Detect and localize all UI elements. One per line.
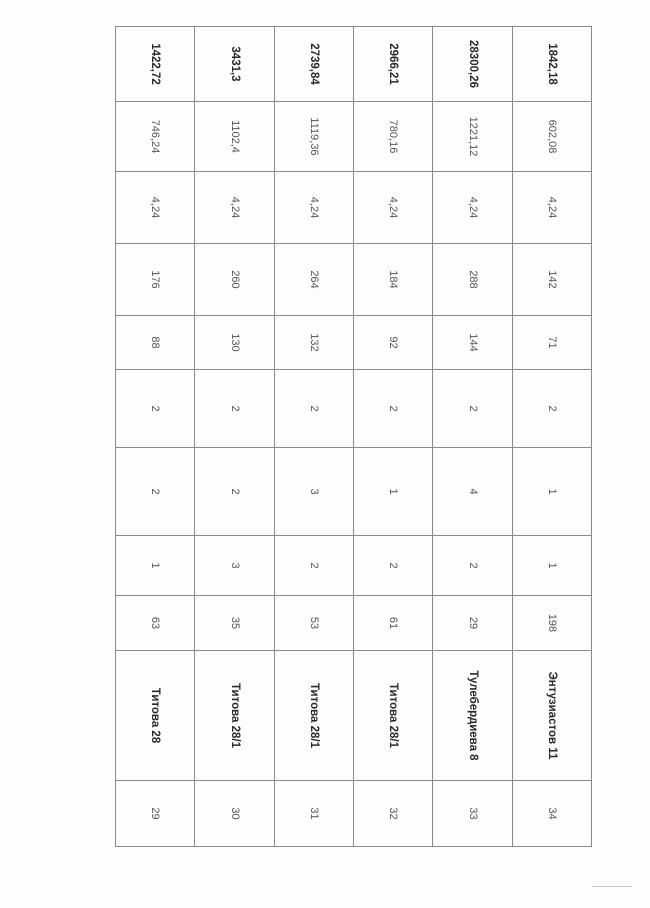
value-cell-8: 4,24 [512, 172, 591, 244]
value-cell-6: 88 [116, 316, 195, 370]
value-cell-2: 198 [512, 596, 591, 651]
address-cell: Титова 28/1 [195, 651, 274, 781]
value-cell-5: 2 [116, 370, 195, 448]
value-cell-9: 1119,36 [274, 102, 353, 172]
total-cell: 3431,3 [195, 27, 274, 102]
rotated-table-wrapper [115, 26, 592, 846]
total-cell: 1842,18 [512, 27, 591, 102]
value-cell-7: 142 [512, 244, 591, 316]
value-cell-5: 2 [512, 370, 591, 448]
row-number-cell: 33 [433, 781, 512, 847]
value-cell-7: 288 [433, 244, 512, 316]
value-cell-4: 4 [433, 448, 512, 536]
value-cell-9: 1221,12 [433, 102, 512, 172]
value-cell-5: 2 [433, 370, 512, 448]
row-number-cell: 30 [195, 781, 274, 847]
value-cell-5: 2 [274, 370, 353, 448]
value-cell-9: 602,08 [512, 102, 591, 172]
total-cell: 28300,26 [433, 27, 512, 102]
value-cell-7: 260 [195, 244, 274, 316]
value-cell-2: 61 [354, 596, 433, 651]
table-row [433, 27, 512, 847]
value-cell-4: 3 [274, 448, 353, 536]
value-cell-2: 35 [195, 596, 274, 651]
table-row [512, 27, 591, 847]
value-cell-8: 4,24 [274, 172, 353, 244]
value-cell-3: 1 [116, 536, 195, 596]
value-cell-9: 746,24 [116, 102, 195, 172]
table-row [274, 27, 353, 847]
value-cell-6: 144 [433, 316, 512, 370]
table-row [116, 27, 195, 847]
value-cell-9: 1102,4 [195, 102, 274, 172]
value-cell-4: 2 [195, 448, 274, 536]
value-cell-7: 264 [274, 244, 353, 316]
value-cell-6: 130 [195, 316, 274, 370]
value-cell-3: 2 [274, 536, 353, 596]
value-cell-2: 29 [433, 596, 512, 651]
row-number-cell: 32 [354, 781, 433, 847]
value-cell-3: 2 [354, 536, 433, 596]
address-cell: Титова 28/1 [274, 651, 353, 781]
row-number-cell: 31 [274, 781, 353, 847]
value-cell-2: 63 [116, 596, 195, 651]
value-cell-5: 2 [354, 370, 433, 448]
page-edge-mark [592, 886, 632, 887]
value-cell-6: 92 [354, 316, 433, 370]
address-cell: Энтузиастов 11 [512, 651, 591, 781]
value-cell-4: 1 [512, 448, 591, 536]
total-cell: 1422,72 [116, 27, 195, 102]
value-cell-9: 780,16 [354, 102, 433, 172]
table-row [195, 27, 274, 847]
table-row [354, 27, 433, 847]
value-cell-7: 184 [354, 244, 433, 316]
table-body [116, 27, 592, 847]
address-cell: Тулебердиева 8 [433, 651, 512, 781]
value-cell-8: 4,24 [116, 172, 195, 244]
value-cell-2: 53 [274, 596, 353, 651]
value-cell-3: 1 [512, 536, 591, 596]
data-table [115, 26, 592, 847]
value-cell-6: 71 [512, 316, 591, 370]
value-cell-3: 2 [433, 536, 512, 596]
value-cell-3: 3 [195, 536, 274, 596]
value-cell-4: 1 [354, 448, 433, 536]
value-cell-4: 2 [116, 448, 195, 536]
total-cell: 2739,84 [274, 27, 353, 102]
value-cell-8: 4,24 [354, 172, 433, 244]
value-cell-7: 176 [116, 244, 195, 316]
address-cell: Титова 28 [116, 651, 195, 781]
row-number-cell: 29 [116, 781, 195, 847]
value-cell-6: 132 [274, 316, 353, 370]
value-cell-8: 4,24 [195, 172, 274, 244]
address-cell: Титова 28/1 [354, 651, 433, 781]
row-number-cell: 34 [512, 781, 591, 847]
value-cell-8: 4,24 [433, 172, 512, 244]
total-cell: 2966,21 [354, 27, 433, 102]
value-cell-5: 2 [195, 370, 274, 448]
